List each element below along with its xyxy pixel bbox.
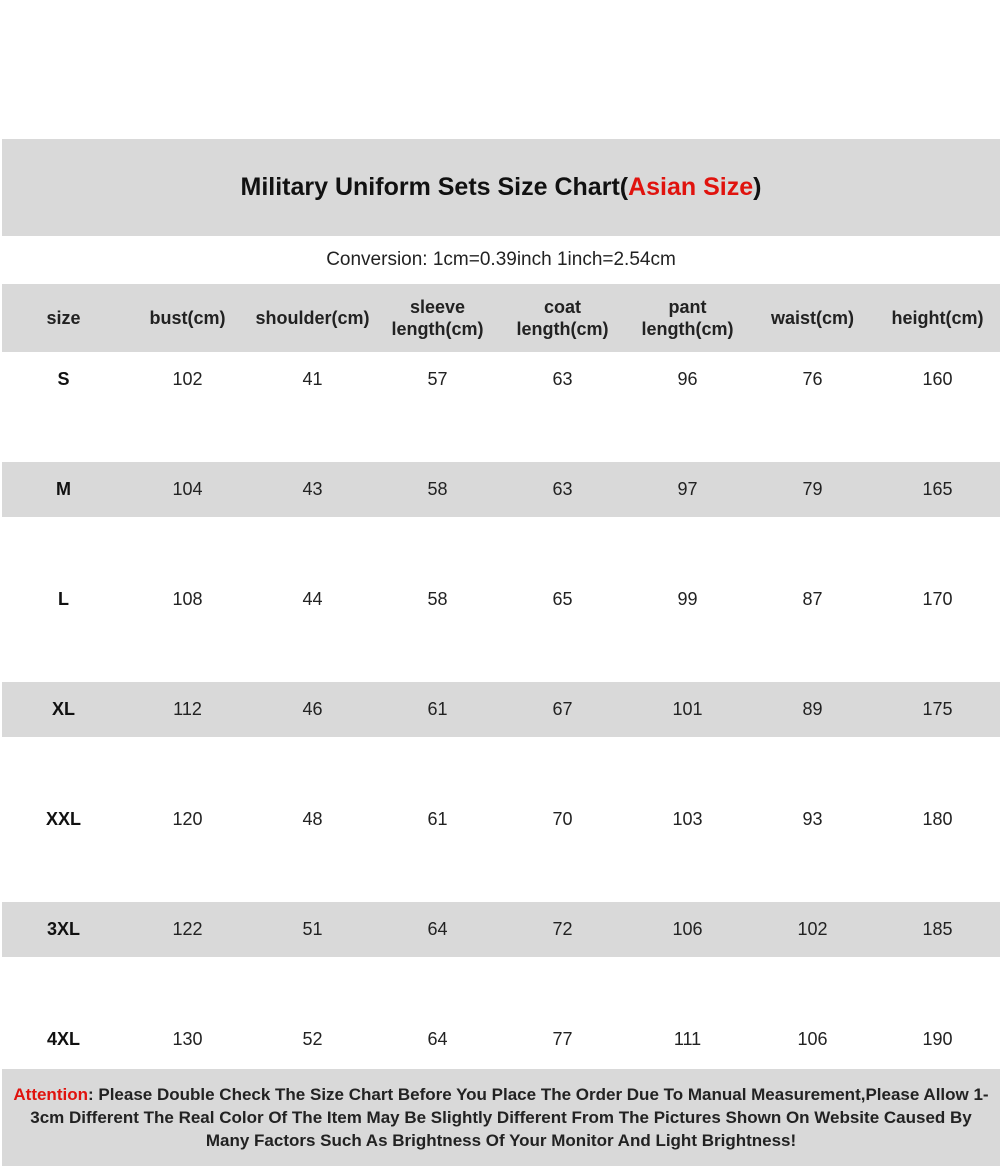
row-separator <box>2 407 1000 462</box>
chart-title-highlight: Asian Size <box>628 173 754 201</box>
chart-title-main: Military Uniform Sets Size Chart( <box>240 173 629 201</box>
chart-title <box>2 139 1000 236</box>
column-header <box>500 284 625 352</box>
row-separator <box>2 957 1000 1012</box>
measurement-cell: 51 <box>302 919 323 939</box>
measurement-cell: 170 <box>922 589 953 609</box>
measurement-cell: 96 <box>677 369 698 389</box>
measurement-cell: 106 <box>672 919 703 939</box>
measurement-cell: 77 <box>552 1029 573 1049</box>
column-header-text: height(cm) <box>891 308 984 328</box>
measurement-cell: 87 <box>802 589 823 609</box>
measurement-cell: 72 <box>552 919 573 939</box>
measurement-cell: 120 <box>172 809 203 829</box>
size-chart <box>2 139 1000 1166</box>
column-header-text: sleeve <box>409 297 466 317</box>
size-label-cell: M <box>56 479 71 499</box>
measurement-cell: 130 <box>172 1029 203 1049</box>
measurement-cell: 63 <box>552 479 573 499</box>
table-row <box>2 902 1000 957</box>
attention-text: : Please Double Check The Size Chart Before You Place The Order Due To Manual Measurement,Please Allow 1-3cm Different The Real Color Of The Item May Be Slightly Different From The Pictures Shown On Website Caused By Many Factors Such As Brightness Of Your Monitor And Light Brightness! <box>30 1085 989 1150</box>
row-separator <box>2 737 1000 792</box>
measurement-cell: 160 <box>922 369 953 389</box>
measurement-cell: 99 <box>677 589 698 609</box>
column-header <box>375 284 500 352</box>
table-row <box>2 352 1000 407</box>
measurement-cell: 97 <box>677 479 698 499</box>
measurement-cell: 165 <box>922 479 953 499</box>
measurement-cell: 180 <box>922 809 953 829</box>
column-header-text: length(cm) <box>391 319 484 339</box>
attention-note <box>2 1069 1000 1166</box>
column-header <box>875 284 1000 352</box>
measurement-cell: 43 <box>302 479 323 499</box>
measurement-cell: 57 <box>427 369 448 389</box>
measurement-cell: 58 <box>427 589 448 609</box>
row-separator <box>2 847 1000 902</box>
table-row <box>2 1012 1000 1067</box>
column-header-text: length(cm) <box>516 319 609 339</box>
measurement-cell: 190 <box>922 1029 953 1049</box>
measurement-cell: 44 <box>302 589 323 609</box>
column-header <box>625 284 750 352</box>
measurement-cell: 76 <box>802 369 823 389</box>
column-header <box>750 284 875 352</box>
size-label-cell: 4XL <box>46 1029 80 1049</box>
column-header-text: coat <box>543 297 581 317</box>
measurement-cell: 41 <box>302 369 323 389</box>
measurement-cell: 63 <box>552 369 573 389</box>
measurement-cell: 102 <box>172 369 203 389</box>
table-body <box>2 352 1000 1067</box>
column-header-text: length(cm) <box>641 319 734 339</box>
measurement-cell: 104 <box>172 479 203 499</box>
table-row <box>2 682 1000 737</box>
measurement-cell: 58 <box>427 479 448 499</box>
conversion-note: Conversion: 1cm=0.39inch 1inch=2.54cm <box>2 236 1000 284</box>
column-header-text: size <box>46 308 81 328</box>
measurement-cell: 106 <box>797 1029 828 1049</box>
measurement-cell: 122 <box>172 919 203 939</box>
measurement-cell: 64 <box>427 1029 448 1049</box>
measurement-cell: 61 <box>427 699 448 719</box>
column-header-text: pant <box>668 297 707 317</box>
column-header <box>125 284 250 352</box>
measurement-cell: 111 <box>673 1029 702 1049</box>
measurement-cell: 102 <box>797 919 828 939</box>
size-table <box>2 284 1000 1067</box>
measurement-cell: 79 <box>802 479 823 499</box>
measurement-cell: 101 <box>672 699 703 719</box>
measurement-cell: 108 <box>172 589 203 609</box>
measurement-cell: 52 <box>302 1029 323 1049</box>
table-header-row <box>2 284 1000 352</box>
column-header-text: shoulder(cm) <box>255 308 370 328</box>
column-header-text: waist(cm) <box>770 308 855 328</box>
attention-label: Attention <box>13 1085 88 1104</box>
measurement-cell: 103 <box>672 809 703 829</box>
size-label-cell: 3XL <box>46 919 80 939</box>
column-header-text: bust(cm) <box>149 308 226 328</box>
measurement-cell: 46 <box>302 699 323 719</box>
measurement-cell: 65 <box>552 589 573 609</box>
table-row <box>2 572 1000 627</box>
measurement-cell: 67 <box>552 699 573 719</box>
measurement-cell: 89 <box>802 699 823 719</box>
measurement-cell: 64 <box>427 919 448 939</box>
measurement-cell: 61 <box>427 809 448 829</box>
measurement-cell: 185 <box>922 919 953 939</box>
size-label-cell: XL <box>51 699 75 719</box>
column-header <box>250 284 375 352</box>
column-header <box>2 284 125 352</box>
chart-title-close: ) <box>753 173 762 201</box>
size-label-cell: S <box>57 369 70 389</box>
measurement-cell: 112 <box>173 699 202 719</box>
measurement-cell: 93 <box>802 809 823 829</box>
row-separator <box>2 627 1000 682</box>
row-separator <box>2 517 1000 572</box>
table-row <box>2 792 1000 847</box>
measurement-cell: 175 <box>922 699 953 719</box>
measurement-cell: 70 <box>552 809 573 829</box>
size-label-cell: L <box>58 589 69 609</box>
size-label-cell: XXL <box>45 809 81 829</box>
measurement-cell: 48 <box>302 809 323 829</box>
table-row <box>2 462 1000 517</box>
